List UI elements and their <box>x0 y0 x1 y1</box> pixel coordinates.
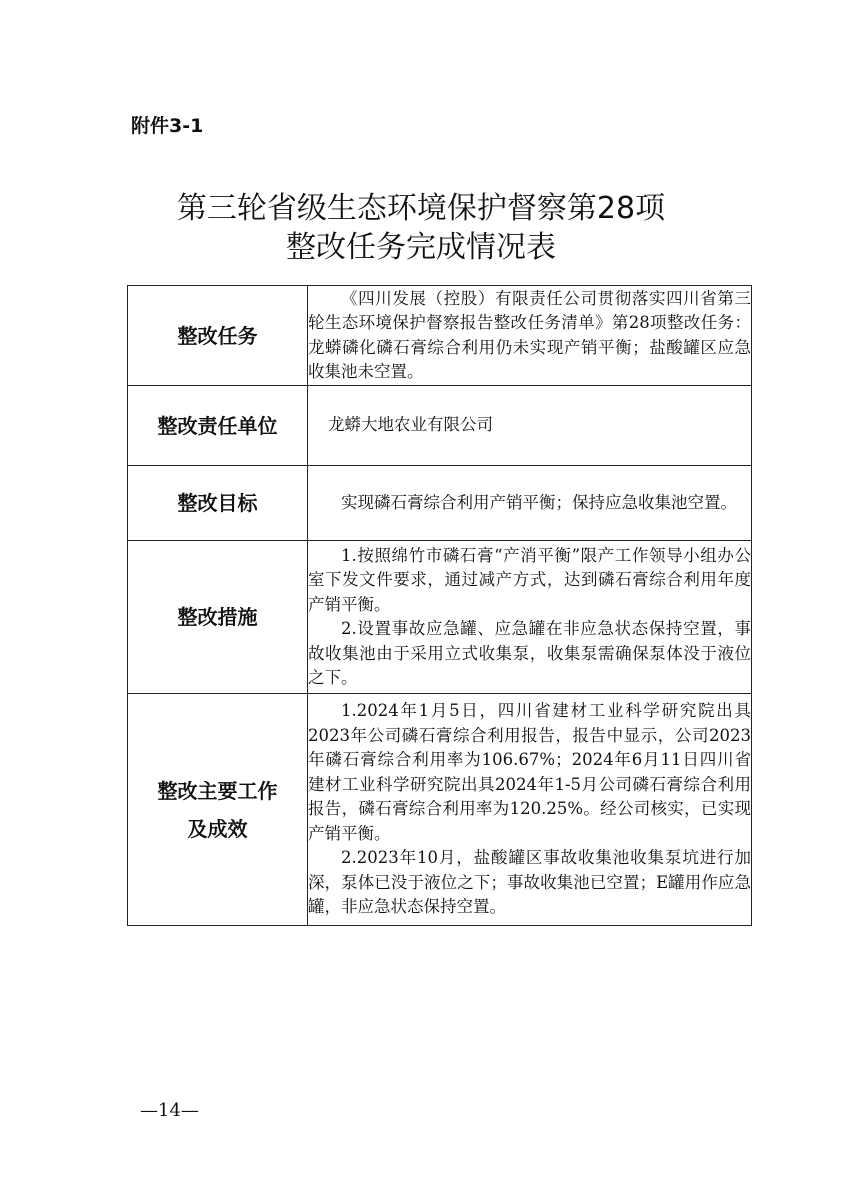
measures-paragraph-2: 2.设置事故应急罐、应急罐在非应急状态保持空置，事故收集池由于采用立式收集泵，收集泵需确保泵体没于液位之下。 <box>308 619 751 687</box>
task-paragraph: 《四川发展（控股）有限责任公司贯彻落实四川省第三轮生态环境保护督察报告整改任务清单》第28项整改任务：龙蟒磷化磷石膏综合利用仍未实现产销平衡；盐酸罐区应急收集池未空置。 <box>308 288 751 381</box>
row-label-goal: 整改目标 <box>128 466 308 541</box>
row-label-measures: 整改措施 <box>128 541 308 694</box>
responsible-unit-name: 龙蟒大地农业有限公司 <box>328 415 493 435</box>
table-row-measures <box>128 541 752 694</box>
row-content-measures <box>308 541 752 694</box>
results-paragraph-1: 1.2024年1月5日，四川省建材工业科学研究院出具2023年公司磷石膏综合利用报告，报告中显示，公司2023年磷石膏综合利用率为106.67%；2024年6月11日四川省建材工业科学研究院出具2024年1-5月公司磷石膏综合利用报告，磷石膏综合利用率为120.25%。经公司核实，已实现产销平衡。 <box>308 701 751 843</box>
table-row-task <box>128 286 752 386</box>
measures-paragraph-1: 1.按照绵竹市磷石膏“产消平衡”限产工作领导小组办公室下发文件要求，通过减产方式，达到磷石膏综合利用年度产销平衡。 <box>308 545 751 614</box>
rectification-table <box>127 285 752 926</box>
row-label-results <box>128 694 308 926</box>
page-number: —14— <box>140 1100 199 1121</box>
row-content-goal <box>308 466 752 541</box>
table-row-results <box>128 694 752 926</box>
table-row-responsible-unit <box>128 386 752 466</box>
document-title-line-1: 第三轮省级生态环境保护督察第28项 <box>176 191 666 226</box>
row-label-responsible-unit: 整改责任单位 <box>128 386 308 466</box>
row-label-task: 整改任务 <box>128 286 308 386</box>
document-title-line-2: 整改任务完成情况表 <box>286 230 556 265</box>
table-row-goal <box>128 466 752 541</box>
row-content-responsible-unit <box>308 386 752 466</box>
row-label-results-line-1: 整改主要工作 <box>157 778 278 803</box>
attachment-label: 附件3-1 <box>131 115 204 137</box>
row-content-task <box>308 286 752 386</box>
row-label-results-line-2: 及成效 <box>187 816 248 841</box>
results-paragraph-2: 2.2023年10月，盐酸罐区事故收集池收集泵坑进行加深，泵体已没于液位之下；事故收集池已空置；E罐用作应急罐，非应急状态保持空置。 <box>308 848 751 917</box>
goal-paragraph: 实现磷石膏综合利用产销平衡；保持应急收集池空置。 <box>341 492 737 512</box>
row-content-results <box>308 694 752 926</box>
